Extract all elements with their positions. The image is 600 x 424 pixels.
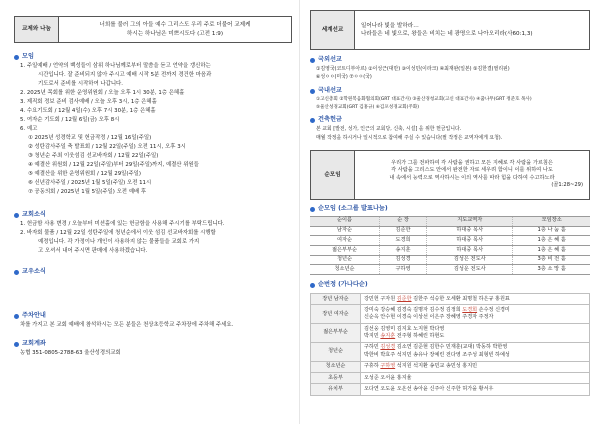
account-text: 농협 351-0805-2788-63 울산성경의교회 [20, 350, 121, 357]
domestic-line2: ⑤울산성경교회(GRT 김홍규) ⑥김포성경교회(주화) [316, 104, 419, 110]
prayer-line2: 각 사람을 그리스도 안에서 완전한 자로 세우려 함이니 이를 위하여 나도 [391, 167, 553, 174]
bullet-icon [310, 283, 315, 288]
table-header: 모임장소 [513, 216, 590, 226]
table-row [311, 373, 590, 384]
meetings-table [310, 216, 590, 275]
account-heading: 교회계좌 [14, 340, 292, 349]
building-line1: 본 교회 [발전, 성가, 인근의 교회당, 신축, 시설] 을 위한 헌금입니다. [316, 126, 462, 133]
list-item: ① 2025년 성경학교 및 헌금작정 / 12월 16일(주일) [28, 135, 152, 142]
church-news-heading: 교회소식 [14, 211, 292, 220]
bullet-icon [14, 55, 19, 60]
church-news-list [14, 221, 292, 256]
intl-mission-heading: 국외선교 [310, 56, 590, 65]
list-item: 1. 주일예배 / 언약의 백성들이 삼위 하나님께로부터 말씀을 듣고 언약을 갱신하는 [20, 63, 211, 70]
list-item: 4. 수요기도회 / 12월 4일(수) 오후 7시 30분, 1층 은혜홀 [20, 108, 156, 115]
duty-group-label: 청년순 [311, 342, 361, 361]
prayer-ref: (골1:28~29) [551, 182, 583, 189]
duty-names: 오성준 오서윤 홍지율 [361, 373, 590, 384]
table-row: 젊은부부순 송지훈 하대중 목사 1층 은 혜 홀 [310, 245, 590, 255]
duty-names: 오다연 오도윤 오온선 송아윤 신주아 신주한 허가을 황서우 [361, 384, 590, 395]
intl-line1: ①김영국(코트디부아르) ②이성근(대만) ③이성민(이라크) ④최재완(일본) ⑤김한결(필리핀) [316, 66, 510, 73]
parking-heading: 주차안내 [14, 312, 292, 321]
mission-line1: 일어나라 빛을 발하라… [361, 22, 419, 29]
member-news-heading: 교우소식 [14, 268, 292, 277]
list-item: 고 오셔서 내어 주시면 판매에 사용하겠습니다. [38, 248, 148, 255]
small-group-box [310, 150, 590, 200]
bullet-icon [310, 58, 315, 63]
prayer-line1: 우리가 그를 전파하여 각 사람을 권하고 모든 지혜로 각 사람을 가르침은 [391, 159, 553, 166]
notice-heading: 모임 [14, 53, 292, 62]
meetings-heading: 순모임 (소그룹 발표나눔) [310, 205, 590, 214]
bullet-icon [310, 207, 315, 212]
table-row [311, 294, 590, 305]
list-item: ⑥ 신년감사주일 / 2025년 1월 5일(주일) 오전 11시 [28, 180, 152, 187]
list-item: 시간입니다. 잘 준비되지 않아 주시고 예배 시작 5분 전까지 경건한 마음과 [38, 72, 212, 79]
duty-names: 구휴하 구하영 석지원 석지환 송민교 송민성 홍지민 [361, 361, 590, 372]
bullet-icon [14, 342, 19, 347]
duty-group-label: 젊은부부순 [311, 324, 361, 343]
share-line2: 하시는 하나님은 미쁘시도다 (고전 1:9) [126, 30, 224, 37]
share-label: 교제와 나눔 [15, 17, 59, 42]
duty-group-label: 장년 여자순 [311, 305, 361, 324]
list-item: 1. 헌금함 사용 변경 / 오늘부터 미션홀에 있는 헌금함을 사용해 주시기를 부탁드립니다. [20, 221, 225, 228]
table-row [311, 324, 590, 343]
table-header: 순이름 [310, 216, 379, 226]
parking-text: 차를 가지고 본 교회 예배에 참석하시는 모든 분들은 천상초등학교 주차장에 주차해 주세요. [20, 322, 234, 329]
building-line2: 매월 작정을 하시거나 일시적으로 참여해 주실 수 있습니다(필 작정은 교역자에게 요청). [316, 134, 503, 141]
intl-line2: ⑥성ㅇㅇ(미국) ⑦ㅇㅇ(국) [316, 74, 372, 81]
highlighted-name: 송지훈 [380, 333, 396, 340]
mission-box [310, 10, 590, 50]
list-item: 5. 여자순 기도회 / 12월 6일(금) 오후 8시 [20, 117, 120, 124]
table-row [311, 342, 590, 361]
highlighted-name: 김성경 [380, 344, 396, 351]
prayer-line3: 내 속에서 능력으로 역사하시는 이의 역사를 따라 힘을 다하여 수고하노라 [389, 174, 555, 181]
bullet-icon [310, 118, 315, 123]
duty-heading: 순번정 (가나다순) [310, 281, 590, 290]
highlighted-name: 도경희 [462, 306, 478, 313]
small-group-label: 순모임 [311, 151, 355, 199]
duty-names: 구하민 김성경 김소연 김준현 김한수 민재훈(교대) 박동하 박한영 박한비 박효주 석지민 송유나 장예린 전다영 조주성 최형빈 하예성 [361, 342, 590, 361]
table-row [311, 305, 590, 324]
list-item: 2. 2025년 목회를 위한 운영위원회 / 오늘 오후 1시 30분, 1층 은혜홀 [20, 90, 185, 97]
list-item: ⑦ 공동의회 / 2025년 1월 5일(주일) 오전 예배 후 [28, 189, 147, 196]
highlighted-name: 김준한 [396, 295, 412, 302]
mission-label: 세계선교 [311, 11, 355, 49]
building-fund-heading: 건축헌금 [310, 116, 590, 125]
table-row: 청소년순 구하영 김성운 전도사 3층 소 망 홀 [310, 265, 590, 275]
bullet-icon [14, 270, 19, 275]
bullet-icon [14, 213, 19, 218]
duty-table [310, 293, 590, 396]
table-header: 순 장 [379, 216, 426, 226]
highlighted-name: 구하영 [380, 363, 396, 370]
bullet-icon [14, 314, 19, 319]
table-row: 남자순 김준한 하대중 목사 1층 나 눔 홀 [310, 226, 590, 236]
duty-names: 김선웅 김영미 김지효 노지현 박다영 박지민 송지훈 전주형 하혜린 하현도 [361, 324, 590, 343]
domestic-line1: ①고신총회 ②학원복음화협의회(GRT 대표간사) ③울산경청교회(고신 대표간사) ④꿈나무(GRT 정준호 목사) [316, 96, 532, 102]
list-item: ⑤ 예결산을 위한 운영위원회 / 12월 29일(주일) [28, 171, 141, 178]
duty-group-label: 장년 남자순 [311, 294, 361, 305]
table-row [311, 361, 590, 372]
list-item: 2. 바자회 물품 / 12월 22일 성탄주일에 청년순에서 이웃 섬김 선교바자회를 시행할 [20, 230, 216, 237]
table-header: 지도교역자 [427, 216, 513, 226]
duty-group-label: 유치부 [311, 384, 361, 395]
domestic-mission-heading: 국내선교 [310, 87, 590, 96]
share-box [14, 16, 292, 43]
table-row: 청년순 김성경 김성은 전도사 3층 비 전 홀 [310, 255, 590, 265]
share-line1: 너희를 불러 그의 아들 예수 그리스도 우리 주로 더불어 교제케 [99, 22, 251, 29]
notice-list [14, 63, 292, 197]
table-row [311, 384, 590, 395]
bullet-icon [310, 89, 315, 94]
right-page [300, 0, 600, 424]
list-item: ② 성탄감사주일 축 발표회 / 12월 22일(주일) 오전 11시, 오후 3시 [28, 144, 186, 151]
mission-line2: 나라들은 네 빛으로, 왕들은 비치는 네 광명으로 나아오리라(사60:1,3) [361, 31, 533, 37]
duty-group-label: 초등부 [311, 373, 361, 384]
table-row: 여자순 도경희 하대중 목사 1층 은 혜 홀 [310, 236, 590, 246]
list-item: ③ 청년순 주최 이웃섬김 선교바자회 / 12월 22일(주일) [28, 153, 159, 160]
duty-group-label: 청소년순 [311, 361, 361, 372]
duty-names: 강민헌 구자원 김준한 김한주 석승한 오세환 최명철 하은규 홍원표 [361, 294, 590, 305]
list-item: 기도로서 준비를 시작하여 나갑니다. [38, 81, 123, 88]
list-item: 3. 제직회 정보 준비 검사예배 / 오늘 오후 3시, 1층 은혜홀 [20, 99, 157, 106]
list-item: ④ 예결산 위원회 / 12월 22일(주일)부터 29일(주일)까지, 예결산 위원들 [28, 162, 199, 169]
duty-names: 강미숙 강승혜 김경숙 김명자 김수정 김정희 도경희 손수정 신경미 신순옥 안수현 이경숙 이상선 이은주 장혜영 주경자 주정자 [361, 305, 590, 324]
list-item: 예정입니다. 각 가정이나 개인이 사용하지 않는 물품들을 교회로 가지 [38, 239, 200, 246]
list-item: 6. 예고 [20, 126, 38, 133]
